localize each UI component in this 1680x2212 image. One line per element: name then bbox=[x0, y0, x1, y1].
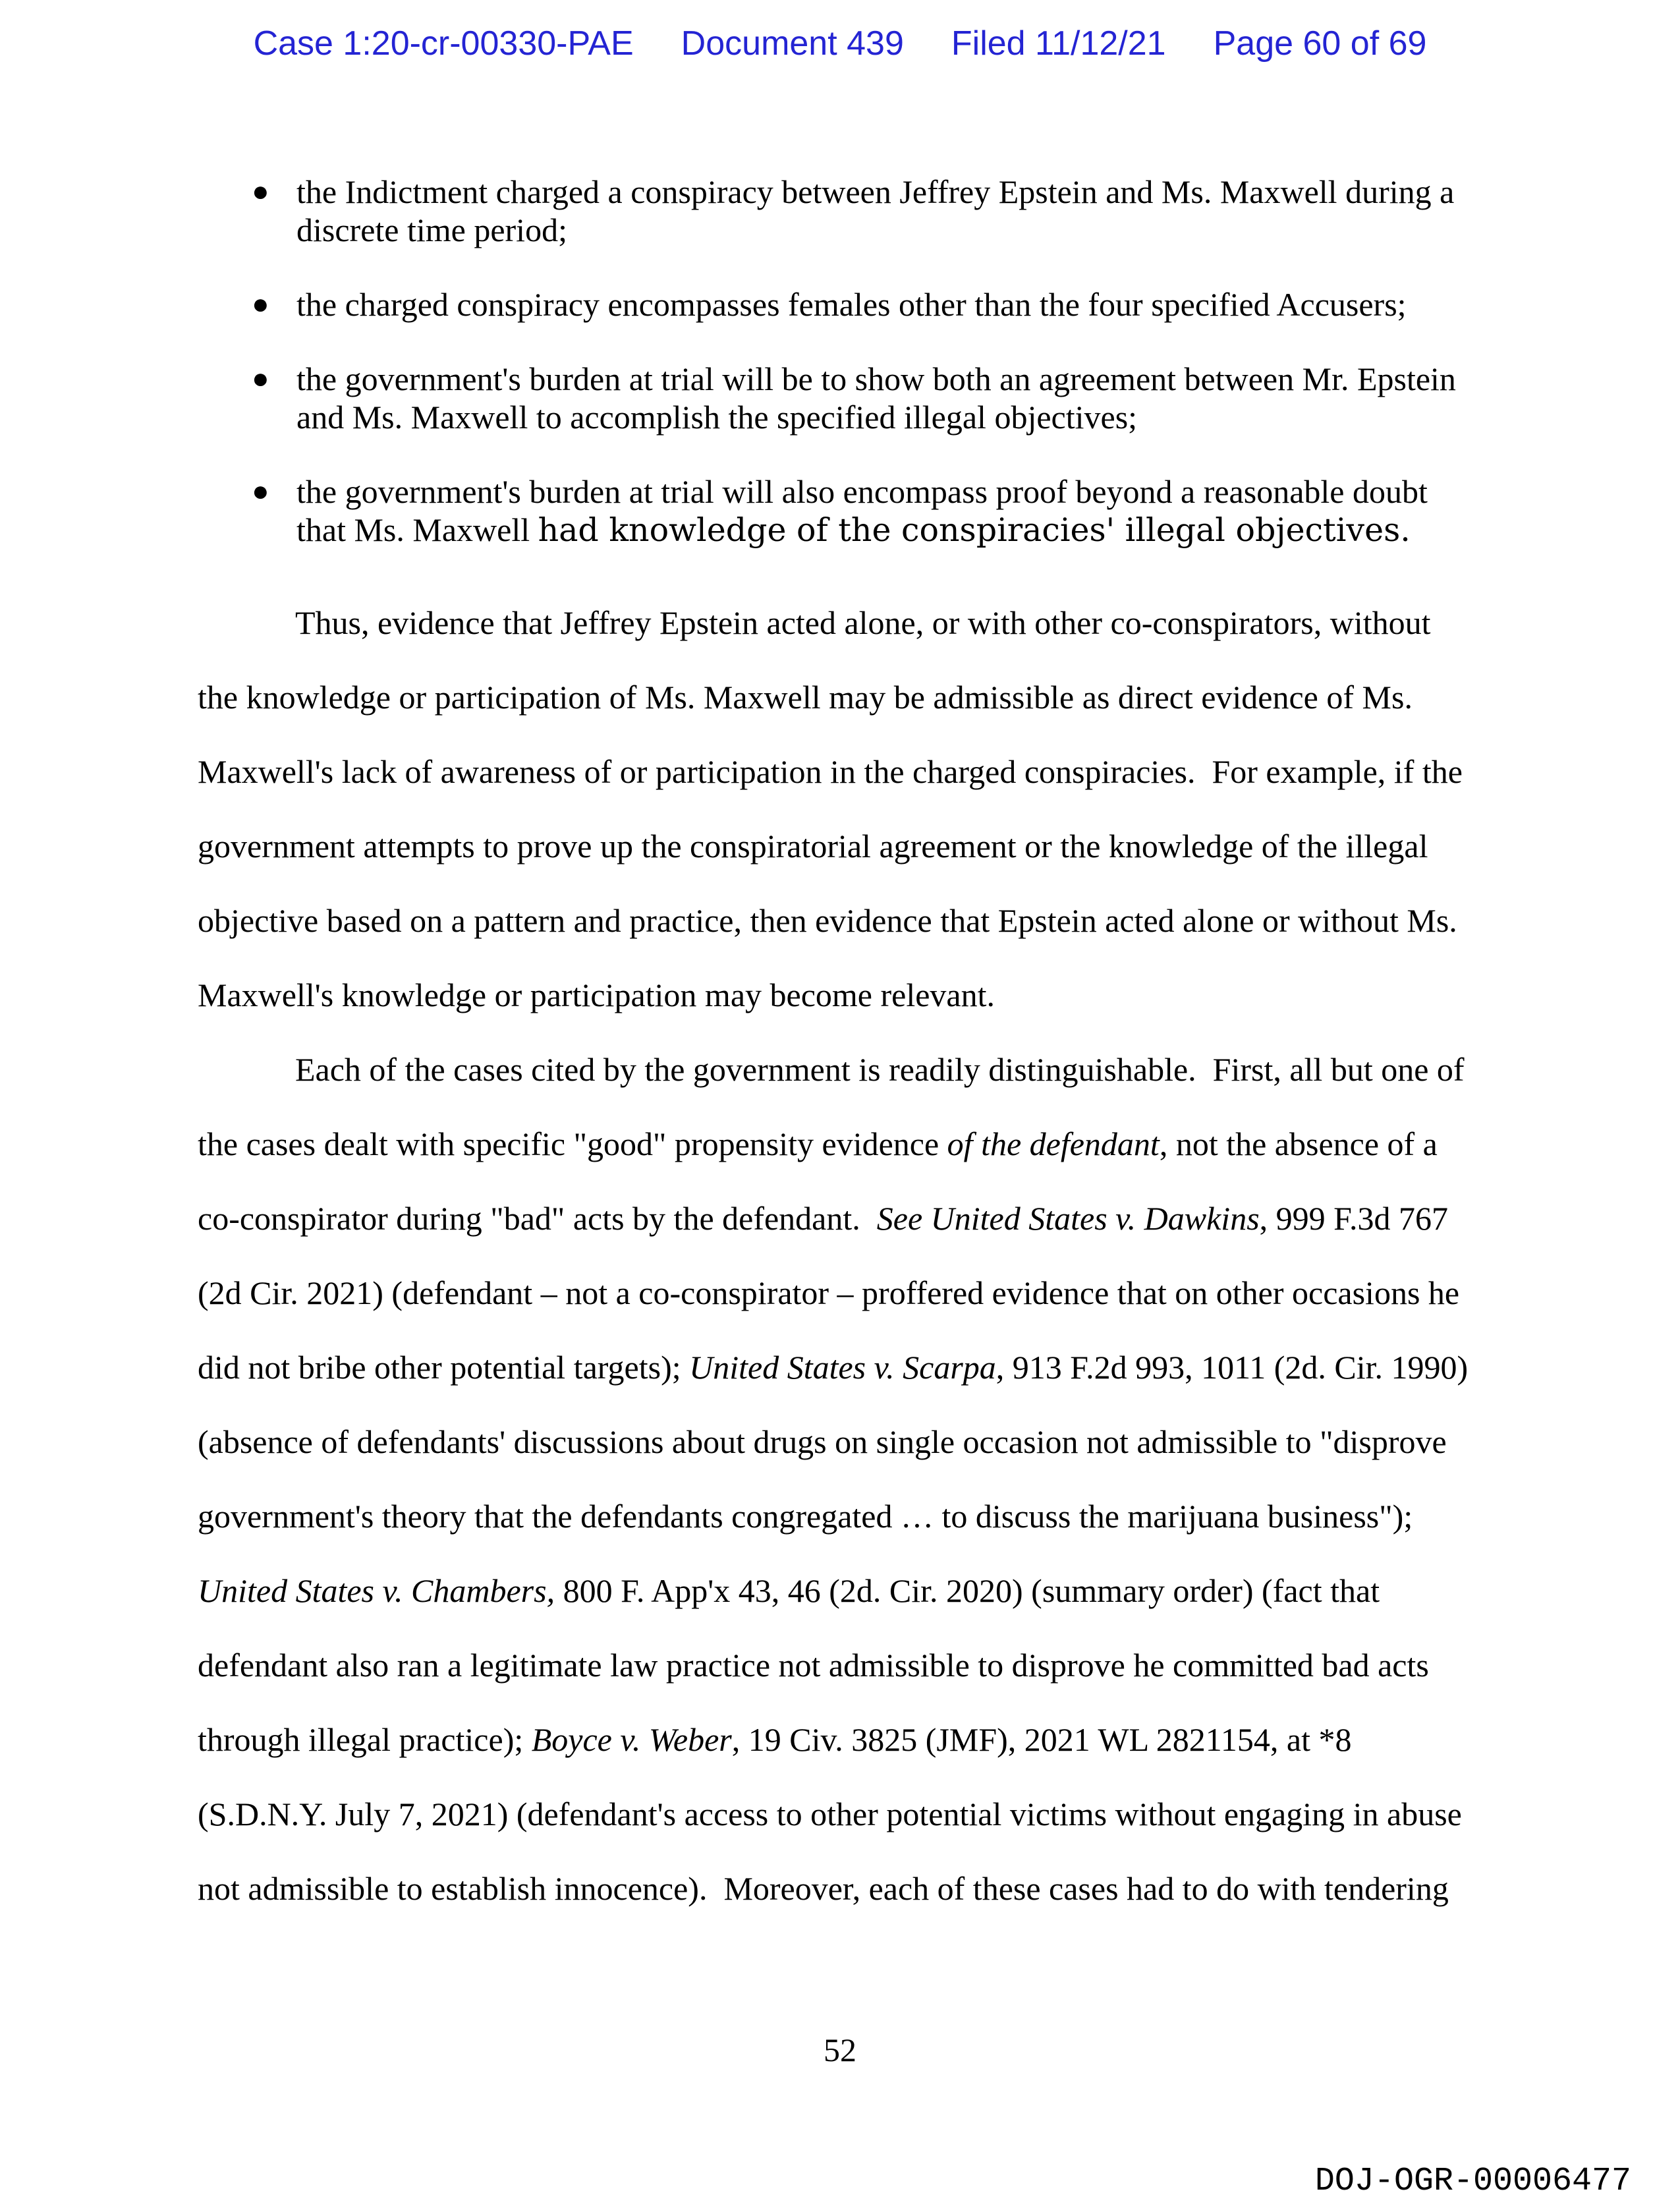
paragraph: Thus, evidence that Jeffrey Epstein acted alone, or with other co-conspirators, without the knowledge or participation of Ms. Maxwell may be admissible as direct evidence of Ms. Maxwell's lack of awareness of or participation in the charged conspiracies. For example, if the government attempts to prove up the conspiratorial agreement or the knowledge of the illegal objective based on a pattern and practice, then evidence that Epstein acted alone or without Ms. Maxwell's knowledge or participation may become relevant. bbox=[198, 604, 1471, 1013]
header-case-number: Case 1:20-cr-00330-PAE bbox=[253, 24, 634, 63]
page-number: 52 bbox=[824, 2031, 856, 2068]
document-body bbox=[198, 173, 1474, 1926]
header-document-number: Document 439 bbox=[681, 24, 904, 63]
bullet-item bbox=[198, 360, 1474, 436]
header-filed-date: Filed 11/12/21 bbox=[951, 24, 1166, 63]
bullet-marker-icon: ● bbox=[252, 362, 269, 395]
bullet-item bbox=[198, 472, 1474, 550]
bullet-text: the government's burden at trial will also encompass proof beyond a reasonable doubt that Ms. Maxwell had knowledge of the conspiracies' illegal objectives. bbox=[296, 473, 1436, 549]
header-page-of: Page 60 of 69 bbox=[1213, 24, 1427, 63]
bullet-item bbox=[198, 285, 1474, 324]
bullet-marker-icon: ● bbox=[252, 175, 269, 208]
bates-stamp: DOJ-OGR-00006477 bbox=[1314, 2163, 1631, 2200]
paragraph: Each of the cases cited by the government is readily distinguishable. First, all but one of the cases dealt with specific "good" propensity evidence of the defendant, not the absence of a co-conspirator during "bad" acts by the defendant. See United States v. Dawkins, 999 F.3d 767 (2d Cir. 2021) (defendant – not a co-conspirator – proffered evidence that on other occasions he did not bribe other potential targets); United States v. Scarpa, 913 F.2d 993, 1011 (2d. Cir. 1990) (absence of defendants' discussions about drugs on single occasion not admissible to "disprove government's theory that the defendants congregated … to discuss the marijuana business"); United States v. Chambers, 800 F. App'x 43, 46 (2d. Cir. 2020) (summary order) (fact that defendant also ran a legitimate law practice not admissible to disprove he committed bad acts through illegal practice); Boyce v. Weber, 19 Civ. 3825 (JMF), 2021 WL 2821154, at *8 (S.D.N.Y. July 7, 2021) (defendant's access to other potential victims without engaging in abuse not admissible to establish innocence). Moreover, each of these cases had to do with tendering bbox=[198, 1051, 1476, 1907]
bullet-item bbox=[198, 173, 1474, 249]
bullet-text: the government's burden at trial will be to show both an agreement between Mr. Epstein and Ms. Maxwell to accomplish the specified illegal objectives; bbox=[296, 360, 1465, 436]
ecf-header-stamp bbox=[0, 24, 1680, 63]
bullet-marker-icon: ● bbox=[252, 288, 269, 320]
bullet-text: the charged conspiracy encompasses females other than the four specified Accusers; bbox=[296, 286, 1407, 323]
bullet-list bbox=[198, 173, 1474, 550]
bullet-text: the Indictment charged a conspiracy between Jeffrey Epstein and Ms. Maxwell during a discrete time period; bbox=[296, 173, 1463, 248]
bullet-marker-icon: ● bbox=[252, 475, 269, 507]
